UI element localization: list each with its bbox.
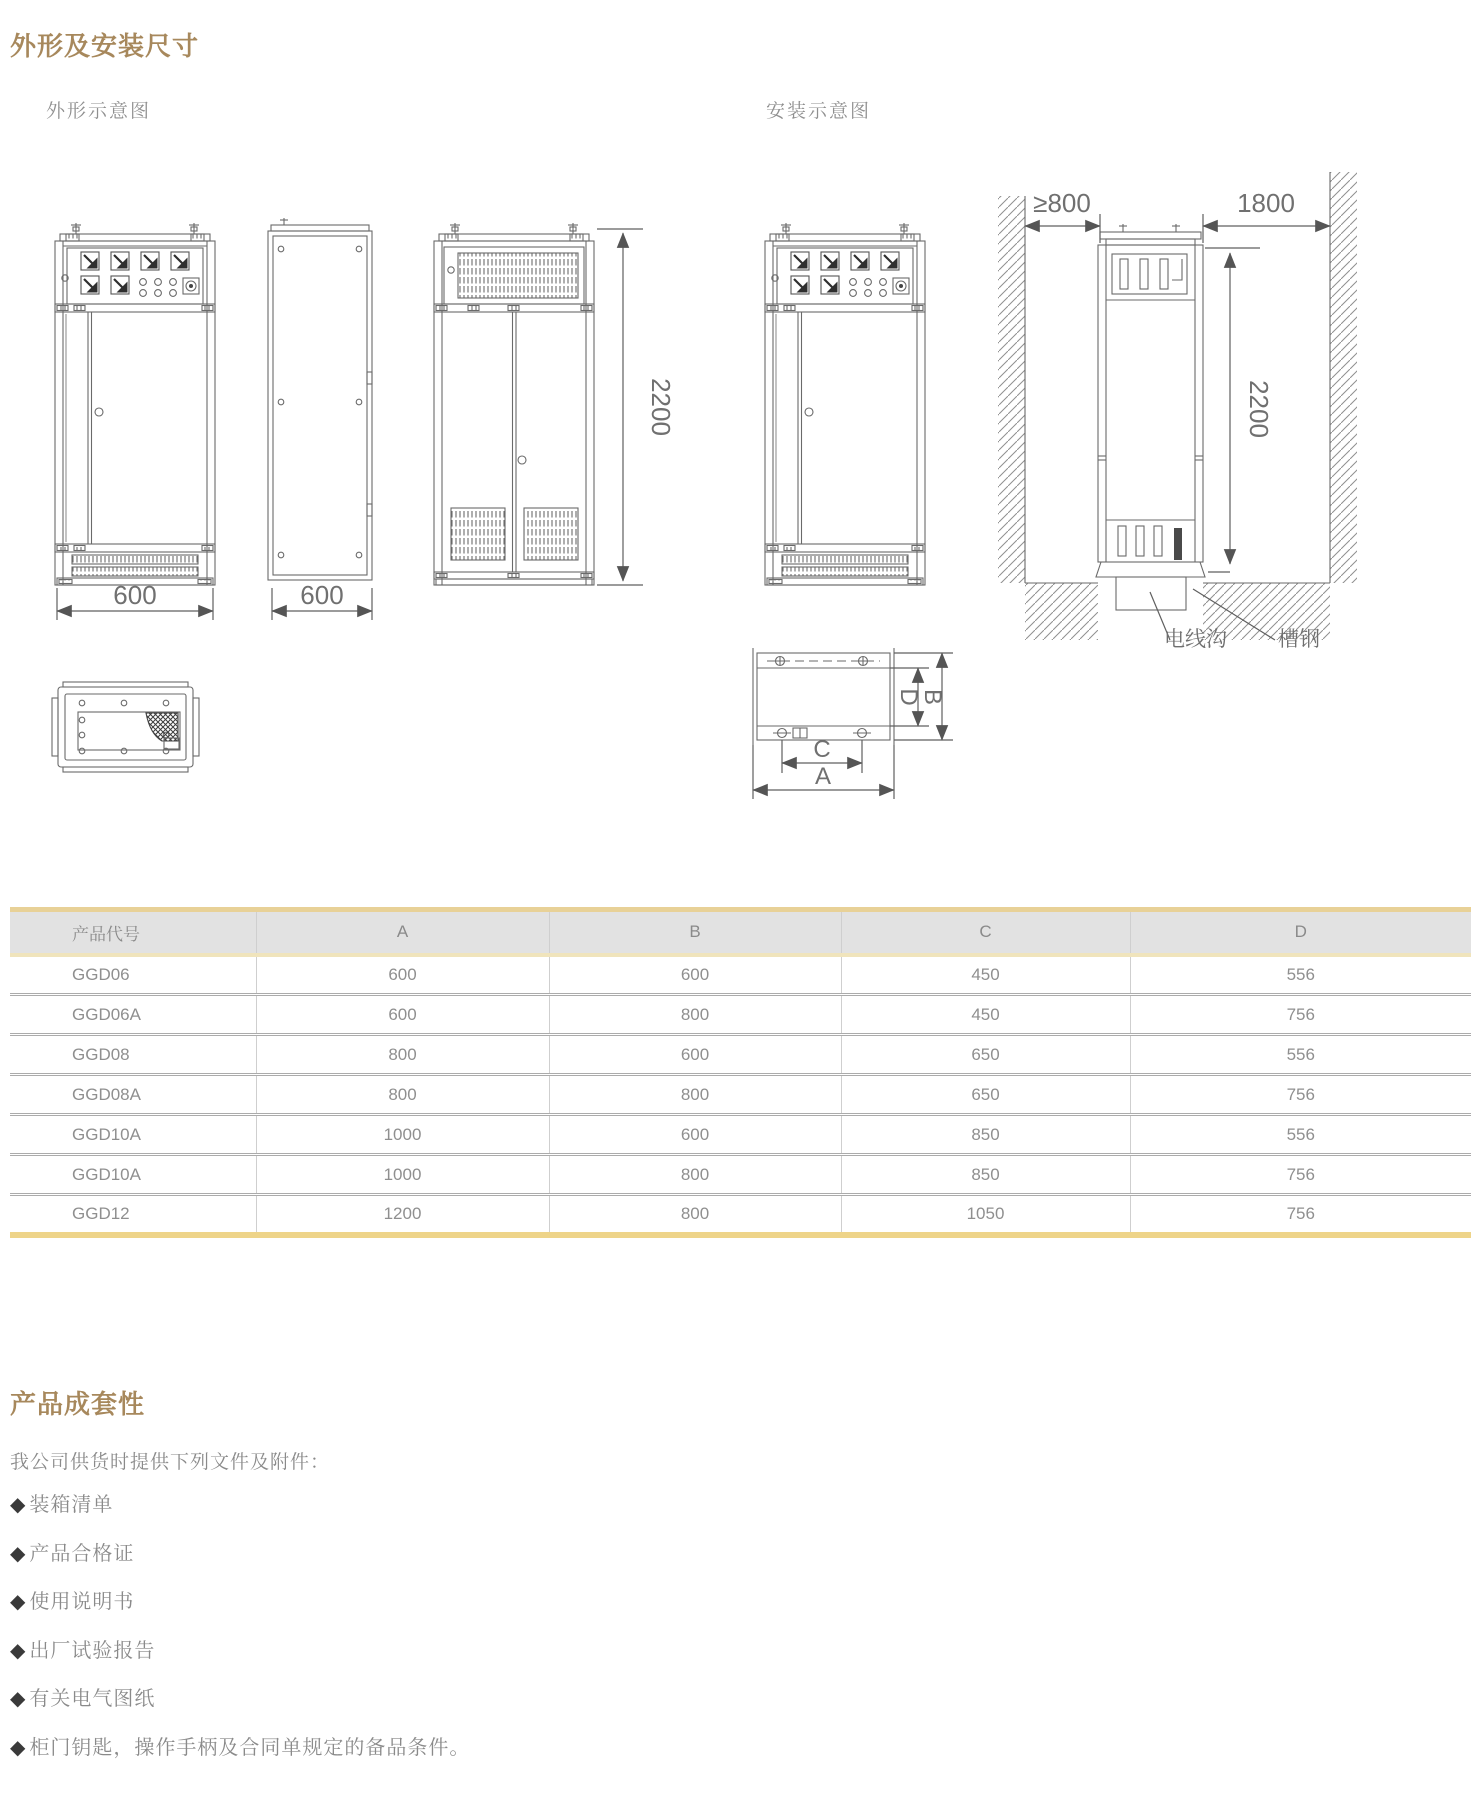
dim-d-cell: 756 bbox=[1130, 1155, 1471, 1195]
install-section-drawing bbox=[998, 172, 1357, 640]
list-item-text: 柜门钥匙，操作手柄及合同单规定的备品条件。 bbox=[29, 1736, 471, 1759]
dim-b-cell: 600 bbox=[549, 1115, 841, 1155]
front-width-dimension-label: 600 bbox=[113, 580, 157, 610]
diamond-bullet-icon: ◆ bbox=[10, 1736, 27, 1759]
list-item bbox=[10, 1543, 470, 1592]
section-title-dimensions: 外形及安装尺寸 bbox=[10, 31, 200, 61]
deliverables-list bbox=[10, 1494, 470, 1785]
dim-d-cell: 756 bbox=[1130, 995, 1471, 1035]
dim-c-cell: 850 bbox=[841, 1115, 1130, 1155]
front-aisle-dimension-label: 1800 bbox=[1237, 188, 1295, 218]
diamond-bullet-icon: ◆ bbox=[10, 1494, 27, 1516]
dim-a-cell: 800 bbox=[256, 1075, 549, 1115]
dim-c-cell: 650 bbox=[841, 1075, 1130, 1115]
col-header-d: D bbox=[1130, 910, 1471, 955]
col-header-b: B bbox=[549, 910, 841, 955]
dim-c-cell: 650 bbox=[841, 1035, 1130, 1075]
list-item-text: 装箱清单 bbox=[29, 1494, 114, 1516]
install-front-view-drawing bbox=[765, 223, 925, 585]
dim-b-cell: 800 bbox=[549, 1195, 841, 1235]
dim-a-cell: 1200 bbox=[256, 1195, 549, 1235]
dim-d-cell: 556 bbox=[1130, 1115, 1471, 1155]
footprint-dim-a-label: A bbox=[814, 763, 832, 790]
dim-c-cell: 1050 bbox=[841, 1195, 1130, 1235]
height-dimension-label: 2200 bbox=[646, 378, 676, 436]
dim-c-cell: 450 bbox=[841, 995, 1130, 1035]
table-row bbox=[10, 1115, 1471, 1155]
list-item bbox=[10, 1494, 470, 1543]
install-height-dimension-label: 2200 bbox=[1244, 380, 1274, 438]
list-item bbox=[10, 1737, 470, 1786]
list-item bbox=[10, 1640, 470, 1689]
cabinet-rear-view-drawing bbox=[434, 223, 594, 585]
install-side-view-cabinet bbox=[1096, 224, 1205, 610]
dim-a-cell: 800 bbox=[256, 1035, 549, 1075]
list-item-text: 有关电气图纸 bbox=[29, 1688, 156, 1710]
product-code-cell: GGD08A bbox=[10, 1075, 256, 1115]
cabinet-top-view-drawing bbox=[52, 682, 199, 772]
footprint-dim-c-label: C bbox=[813, 736, 831, 763]
list-item-text: 产品合格证 bbox=[29, 1542, 135, 1565]
table-row bbox=[10, 1035, 1471, 1075]
dim-c-cell: 850 bbox=[841, 1155, 1130, 1195]
completeness-intro: 我公司供货时提供下列文件及附件： bbox=[10, 1452, 331, 1473]
dim-a-cell: 1000 bbox=[256, 1115, 549, 1155]
table-row bbox=[10, 995, 1471, 1035]
table-header-row bbox=[10, 910, 1471, 955]
diamond-bullet-icon: ◆ bbox=[10, 1591, 27, 1613]
product-code-cell: GGD06A bbox=[10, 995, 256, 1035]
installation-diagram-label: 安装示意图 bbox=[766, 101, 872, 122]
diamond-bullet-icon: ◆ bbox=[10, 1542, 27, 1565]
list-item-text: 出厂试验报告 bbox=[29, 1639, 156, 1662]
col-header-product-code: 产品代号 bbox=[10, 910, 256, 955]
dim-b-cell: 800 bbox=[549, 1075, 841, 1115]
table-row bbox=[10, 1075, 1471, 1115]
table-row bbox=[10, 955, 1471, 995]
dim-b-cell: 600 bbox=[549, 1035, 841, 1075]
dim-a-cell: 600 bbox=[256, 995, 549, 1035]
diamond-bullet-icon: ◆ bbox=[10, 1639, 27, 1662]
diamond-bullet-icon: ◆ bbox=[10, 1688, 27, 1710]
dim-b-cell: 800 bbox=[549, 995, 841, 1035]
dim-b-cell: 800 bbox=[549, 1155, 841, 1195]
cabinet-side-view-drawing bbox=[268, 218, 372, 580]
footprint-dim-b-label: B bbox=[919, 688, 946, 706]
dim-d-cell: 756 bbox=[1130, 1195, 1471, 1235]
wire-trench-label: 电线沟 bbox=[1164, 628, 1227, 651]
product-code-cell: GGD06 bbox=[10, 955, 256, 995]
product-code-cell: GGD10A bbox=[10, 1115, 256, 1155]
wall-clearance-dimension-label: ≥800 bbox=[1033, 188, 1091, 218]
col-header-a: A bbox=[256, 910, 549, 955]
list-item bbox=[10, 1591, 470, 1640]
front-aisle-dimension bbox=[1203, 214, 1330, 243]
dim-b-cell: 600 bbox=[549, 955, 841, 995]
product-code-cell: GGD08 bbox=[10, 1035, 256, 1075]
dim-a-cell: 1000 bbox=[256, 1155, 549, 1195]
col-header-c: C bbox=[841, 910, 1130, 955]
technical-drawings bbox=[0, 160, 1481, 820]
channel-steel-label: 槽钢 bbox=[1278, 628, 1320, 651]
list-item bbox=[10, 1688, 470, 1737]
section-title-completeness: 产品成套性 bbox=[10, 1389, 146, 1419]
table-row bbox=[10, 1195, 1471, 1235]
dim-a-cell: 600 bbox=[256, 955, 549, 995]
list-item-text: 使用说明书 bbox=[29, 1591, 135, 1613]
mounting-footprint-drawing bbox=[753, 648, 953, 799]
outline-diagram-label: 外形示意图 bbox=[46, 101, 152, 122]
dim-d-cell: 556 bbox=[1130, 1035, 1471, 1075]
dim-c-cell: 450 bbox=[841, 955, 1130, 995]
wall-clearance-dimension bbox=[1025, 214, 1100, 243]
product-code-cell: GGD12 bbox=[10, 1195, 256, 1235]
footprint-dim-d-label: D bbox=[895, 688, 922, 706]
table-row bbox=[10, 1155, 1471, 1195]
side-depth-dimension-label: 600 bbox=[300, 580, 344, 610]
dim-d-cell: 556 bbox=[1130, 955, 1471, 995]
dim-d-cell: 756 bbox=[1130, 1075, 1471, 1115]
dimension-table bbox=[10, 907, 1471, 1238]
cabinet-front-view-drawing bbox=[55, 223, 215, 585]
product-code-cell: GGD10A bbox=[10, 1155, 256, 1195]
height-dimension bbox=[597, 229, 643, 585]
